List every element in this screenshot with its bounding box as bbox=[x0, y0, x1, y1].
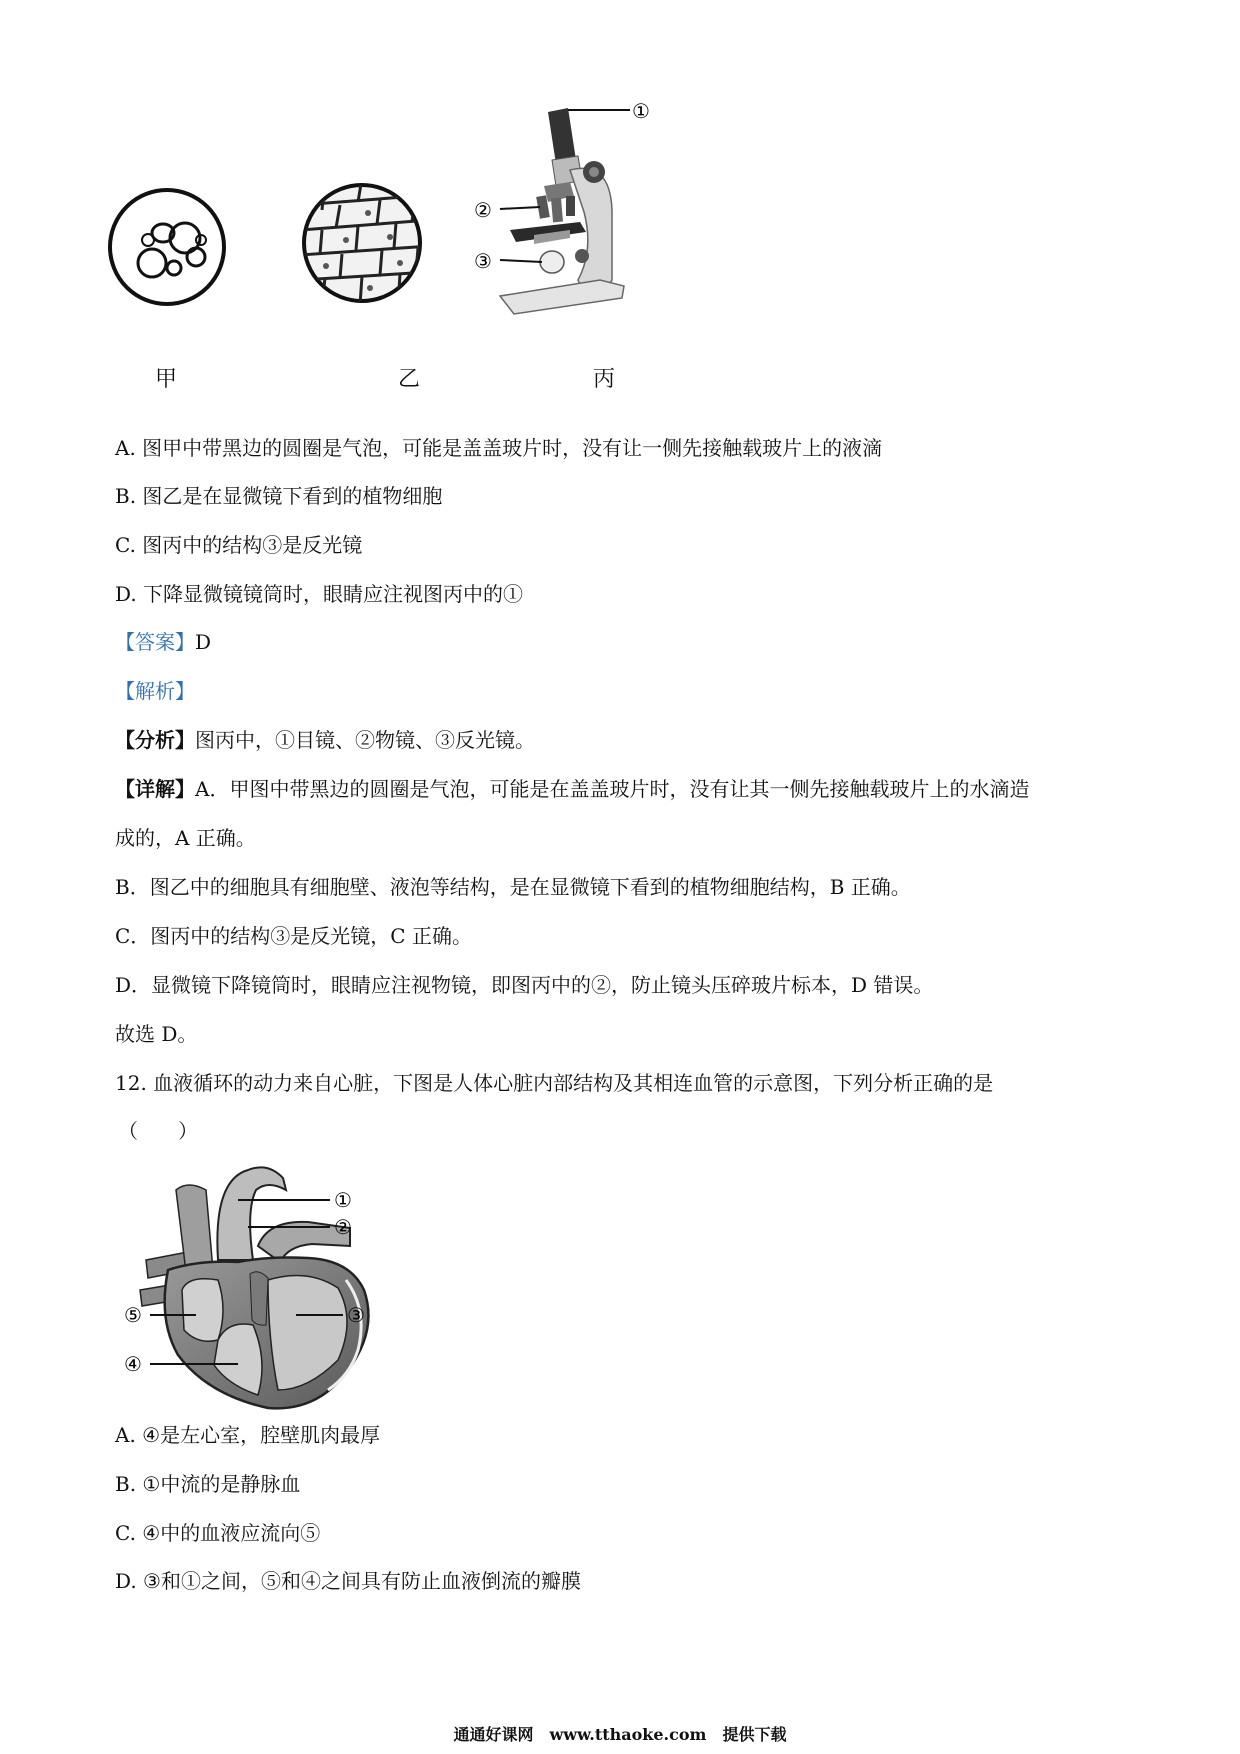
callout-2: ② bbox=[474, 198, 492, 222]
analysis-tag: 【解析】 bbox=[115, 679, 195, 703]
q12-option-a: A. ④是左心室，腔壁肌肉最厚 bbox=[115, 1423, 381, 1447]
q11-option-d: D. 下降显微镜镜筒时，眼睛应注视图丙中的① bbox=[115, 582, 524, 606]
figure-microscope bbox=[100, 100, 740, 400]
heart-callout-3: ③ bbox=[347, 1303, 365, 1327]
detail-b: B．图乙中的细胞具有细胞壁、液泡等结构，是在显微镜下看到的植物细胞结构，B 正确。 bbox=[115, 875, 911, 899]
figure-jia-bubbles bbox=[110, 190, 224, 304]
q12-option-b: B. ①中流的是静脉血 bbox=[115, 1472, 301, 1496]
fenxi-tag: 【分析】 bbox=[115, 728, 195, 752]
figure-label-jia: 甲 bbox=[155, 367, 178, 392]
q12-bracket: （ ） bbox=[118, 1119, 198, 1143]
heart-callout-2: ② bbox=[334, 1215, 352, 1239]
figure-bing-microscope bbox=[474, 100, 650, 314]
xiangjie-line-2: 成的，A 正确。 bbox=[115, 826, 256, 850]
figure-label-bing: 丙 bbox=[593, 367, 616, 392]
callout-3: ③ bbox=[474, 249, 492, 273]
xiangjie-tag: 【详解】 bbox=[115, 777, 195, 801]
fenxi-text: 图丙中，①目镜、②物镜、③反光镜。 bbox=[195, 728, 535, 752]
figure-heart bbox=[118, 1150, 418, 1410]
q11-option-b: B. 图乙是在显微镜下看到的植物细胞 bbox=[115, 484, 443, 508]
figure-label-yi: 乙 bbox=[398, 367, 421, 392]
analysis-line bbox=[115, 677, 195, 705]
q12-stem: 12. 血液循环的动力来自心脏，下图是人体心脏内部结构及其相连血管的示意图，下列分析正确的是 bbox=[115, 1071, 994, 1095]
heart-callout-4: ④ bbox=[124, 1352, 142, 1376]
q12-option-c: C. ④中的血液应流向⑤ bbox=[115, 1521, 321, 1545]
q11-option-c: C. 图丙中的结构③是反光镜 bbox=[115, 533, 363, 557]
xiangjie-text-1: A．甲图中带黑边的圆圈是气泡，可能是在盖盖玻片时，没有让其一侧先接触载玻片上的水滴造 bbox=[195, 777, 1030, 801]
figure-yi-plant-cells bbox=[300, 175, 430, 305]
q11-option-a: A. 图甲中带黑边的圆圈是气泡，可能是盖盖玻片时，没有让一侧先接触载玻片上的液滴 bbox=[115, 436, 883, 460]
heart-callout-1: ① bbox=[334, 1188, 352, 1212]
detail-d: D．显微镜下降镜筒时，眼睛应注视物镜，即图丙中的②，防止镜头压碎玻片标本，D 错误。 bbox=[115, 973, 934, 997]
answer-line bbox=[115, 628, 211, 656]
heart-callout-5: ⑤ bbox=[124, 1303, 142, 1327]
detail-c: C．图丙中的结构③是反光镜，C 正确。 bbox=[115, 924, 472, 948]
answer-value: D bbox=[195, 630, 212, 654]
fenxi-line bbox=[115, 726, 535, 754]
callout-1: ① bbox=[632, 100, 650, 123]
answer-tag: 【答案】 bbox=[115, 630, 195, 654]
xiangjie-line-1 bbox=[115, 775, 1029, 803]
conclusion: 故选 D。 bbox=[115, 1022, 198, 1046]
footer-download-note: 通通好课网 www.tthaoke.com 提供下载 bbox=[453, 1725, 787, 1744]
q12-option-d: D. ③和①之间，⑤和④之间具有防止血液倒流的瓣膜 bbox=[115, 1569, 581, 1593]
